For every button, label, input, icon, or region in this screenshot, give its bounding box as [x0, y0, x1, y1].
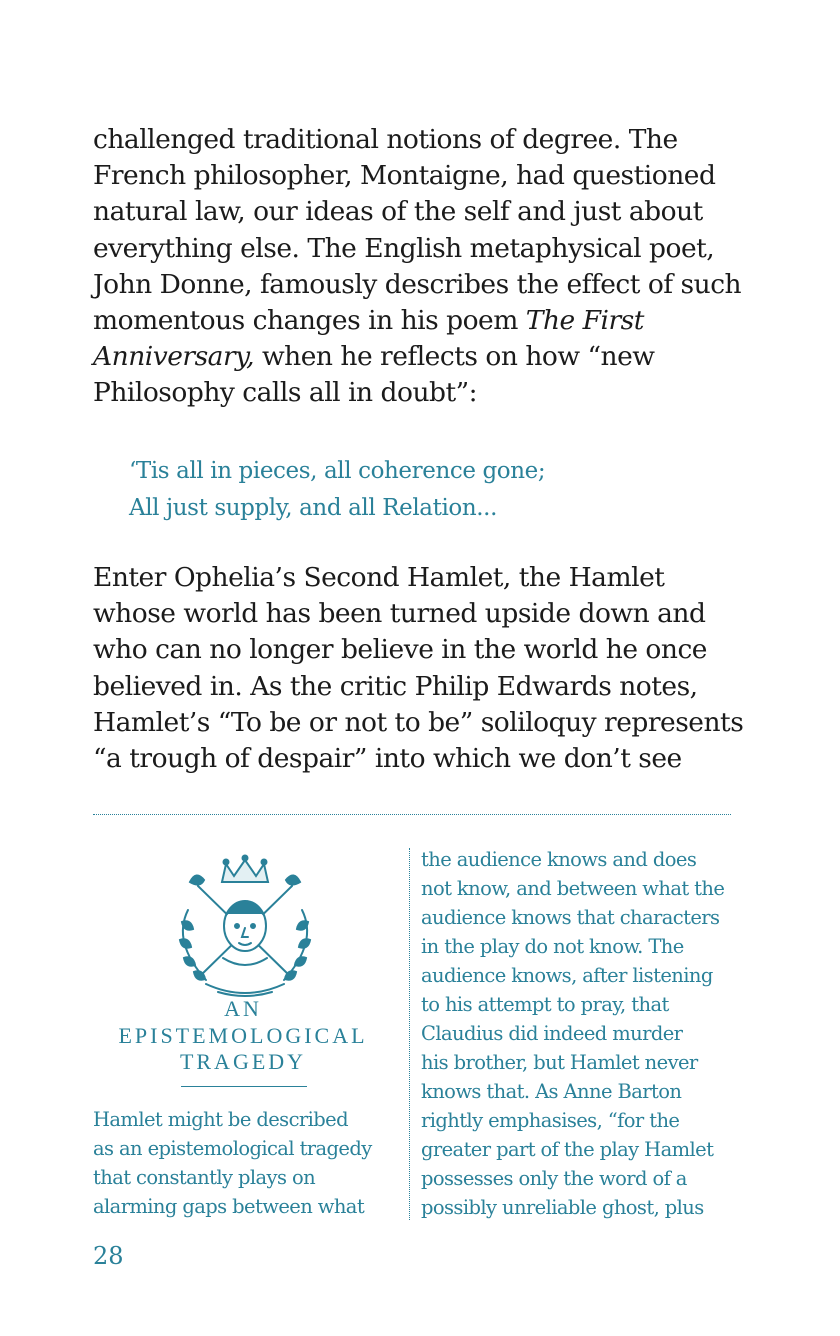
sidebar-text-line: Claudius did indeed murder: [421, 1022, 683, 1045]
sidebar-text-line: audience knows, after listening: [421, 964, 713, 987]
text-line: everything else. The English metaphysical poet,: [93, 232, 715, 264]
text-line: “a trough of despair” into which we don’t see: [93, 743, 682, 775]
text-line: Philosophy calls all in doubt”:: [93, 377, 478, 409]
text-segment: momentous changes in his poem: [93, 305, 518, 337]
page-number: 28: [93, 1242, 124, 1270]
column-divider: [409, 848, 410, 1220]
sidebar-text-line: that constantly plays on: [93, 1166, 316, 1189]
sidebar-text-line: alarming gaps between what: [93, 1195, 365, 1218]
text-line: [93, 339, 743, 375]
text-line: John Donne, famously describes the effect of such: [93, 268, 742, 300]
section-divider: [93, 814, 731, 815]
sidebar-text-line: audience knows that characters: [421, 906, 720, 929]
sidebar-text-line: Hamlet might be described: [93, 1108, 348, 1131]
sidebar-right-column: [421, 845, 724, 1222]
text-line: Enter Ophelia’s Second Hamlet, the Hamlet: [93, 562, 665, 593]
sidebar-text-line: knows that. As Anne Barton: [421, 1080, 682, 1103]
text-line: believed in. As the critic Philip Edwards notes,: [93, 670, 698, 702]
sidebar-text-line: possesses only the word of a: [421, 1167, 687, 1190]
crowned-bust-emblem-icon: [160, 852, 330, 1000]
quote-line: ‘Tis all in pieces, all coherence gone;: [129, 458, 546, 484]
text-line: whose world has been turned upside down and: [93, 598, 706, 630]
sidebar-text-line: not know, and between what the: [421, 877, 725, 900]
text-segment: when he reflects on how “new: [261, 341, 655, 373]
sidebar-heading: [93, 996, 393, 1076]
sidebar-text-line: possibly unreliable ghost, plus: [421, 1196, 704, 1219]
text-line: who can no longer believe in the world he once: [93, 634, 707, 666]
text-line: Hamlet’s “To be or not to be” soliloquy represents: [93, 706, 744, 738]
text-line: natural law, our ideas of the self and just about: [93, 196, 703, 228]
sidebar-text-line: to his attempt to pray, that: [421, 993, 669, 1016]
quote-line: All just supply, and all Relation...: [129, 494, 497, 521]
poem-title: The First: [525, 305, 644, 337]
heading-line: EPISTEMOLOGICAL: [118, 1022, 368, 1048]
text-line: French philosopher, Montaigne, had questioned: [93, 160, 716, 192]
heading-underline: [181, 1086, 307, 1087]
text-line: [93, 303, 743, 339]
paragraph-1: [93, 122, 743, 412]
sidebar-text-line: greater part of the play Hamlet: [421, 1138, 714, 1161]
sidebar-text-line: the audience knows and does: [421, 848, 697, 871]
paragraph-2: [93, 560, 743, 777]
sidebar-text-line: in the play do not know. The: [421, 935, 684, 958]
sidebar-text-line: as an epistemological tragedy: [93, 1137, 372, 1160]
sidebar-text-line: his brother, but Hamlet never: [421, 1051, 698, 1074]
block-quote: [129, 453, 545, 526]
heading-line: TRAGEDY: [179, 1049, 307, 1074]
text-line: challenged traditional notions of degree. The: [93, 124, 678, 155]
sidebar-text-line: rightly emphasises, “for the: [421, 1109, 680, 1132]
heading-line: AN: [224, 996, 262, 1021]
poem-title-continued: Anniversary,: [93, 341, 255, 373]
sidebar-left-column: [93, 1105, 372, 1221]
